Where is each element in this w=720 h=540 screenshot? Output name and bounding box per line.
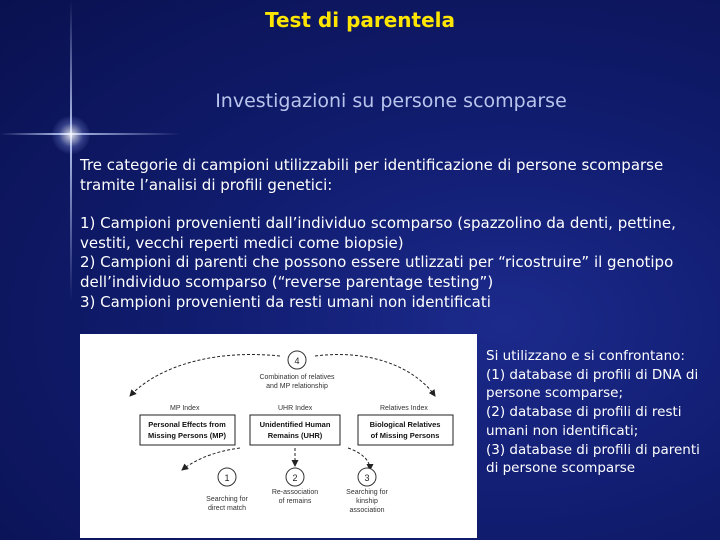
step-3-number: 3 bbox=[364, 473, 370, 483]
arrow-right-down bbox=[348, 448, 370, 470]
top-arc-left bbox=[130, 355, 280, 396]
top-label-line: Combination of relatives bbox=[259, 374, 335, 381]
step-4-number: 4 bbox=[294, 356, 300, 366]
side-note-line: Si utilizzano e si confrontano: bbox=[486, 348, 685, 364]
bottom-label-line: of remains bbox=[278, 498, 312, 505]
step-1-number: 1 bbox=[224, 473, 230, 483]
list-item-line: 2) Campioni di parenti che possono essere utlizzati per “ricostruire” il genotipo bbox=[80, 253, 674, 272]
bottom-label-line: association bbox=[349, 507, 385, 514]
list-item-line: 3) Campioni provenienti da resti umani non identificati bbox=[80, 292, 491, 311]
side-note-line: (1) database di profili di DNA di bbox=[486, 366, 699, 383]
box-text: of Missing Persons bbox=[370, 431, 440, 440]
box-text: Missing Persons (MP) bbox=[148, 431, 226, 440]
top-label-line: and MP relationship bbox=[266, 383, 328, 390]
side-note-line: umani non identificati; bbox=[486, 422, 639, 439]
box-text: Personal Effects from bbox=[148, 420, 226, 429]
bottom-label-line: Searching for bbox=[346, 489, 388, 496]
slide-subtitle: Investigazioni su persone scomparse bbox=[215, 90, 567, 112]
list-item-line: dell’individuo scomparso (“reverse parentage testing”) bbox=[80, 272, 494, 291]
box-text: Remains (UHR) bbox=[267, 431, 323, 440]
side-note-line: di persone scomparse bbox=[486, 460, 636, 477]
side-note-line: (3) database di profili di parenti bbox=[486, 441, 700, 458]
box-text: Biological Relatives bbox=[369, 420, 441, 429]
step-2-number: 2 bbox=[292, 473, 298, 483]
list-item-line: vestiti, vecchi reperti medici come biopsie) bbox=[80, 233, 404, 252]
bottom-label-line: Searching for bbox=[206, 496, 248, 503]
list-item-line: 1) Campioni provenienti dall’individuo scomparso (spazzolino da denti, pettine, bbox=[80, 214, 676, 233]
bottom-label-line: Re-association bbox=[271, 489, 319, 496]
intro-line: tramite l’analisi di profili genetici: bbox=[80, 175, 333, 194]
intro-line: Tre categorie di campioni utilizzabili per identificazione di persone scomparse bbox=[80, 156, 664, 174]
box-text: Unidentified Human bbox=[259, 420, 331, 429]
index-label: UHR Index bbox=[278, 405, 313, 412]
side-note-line: persone scomparse; bbox=[486, 385, 624, 402]
body-text bbox=[80, 156, 710, 312]
index-label: MP Index bbox=[170, 405, 200, 412]
arrow-left-down bbox=[182, 448, 240, 470]
identification-diagram bbox=[80, 334, 477, 538]
bottom-label-line: kinship bbox=[356, 498, 378, 505]
side-note-line: (2) database di profili di resti bbox=[486, 404, 682, 421]
index-label: Relatives Index bbox=[380, 405, 428, 412]
slide-title: Test di parentela bbox=[264, 8, 456, 32]
bottom-label-line: direct match bbox=[207, 505, 247, 512]
lens-flare-glow bbox=[52, 116, 90, 154]
lens-flare-horizontal bbox=[0, 133, 300, 135]
side-note bbox=[486, 347, 716, 478]
